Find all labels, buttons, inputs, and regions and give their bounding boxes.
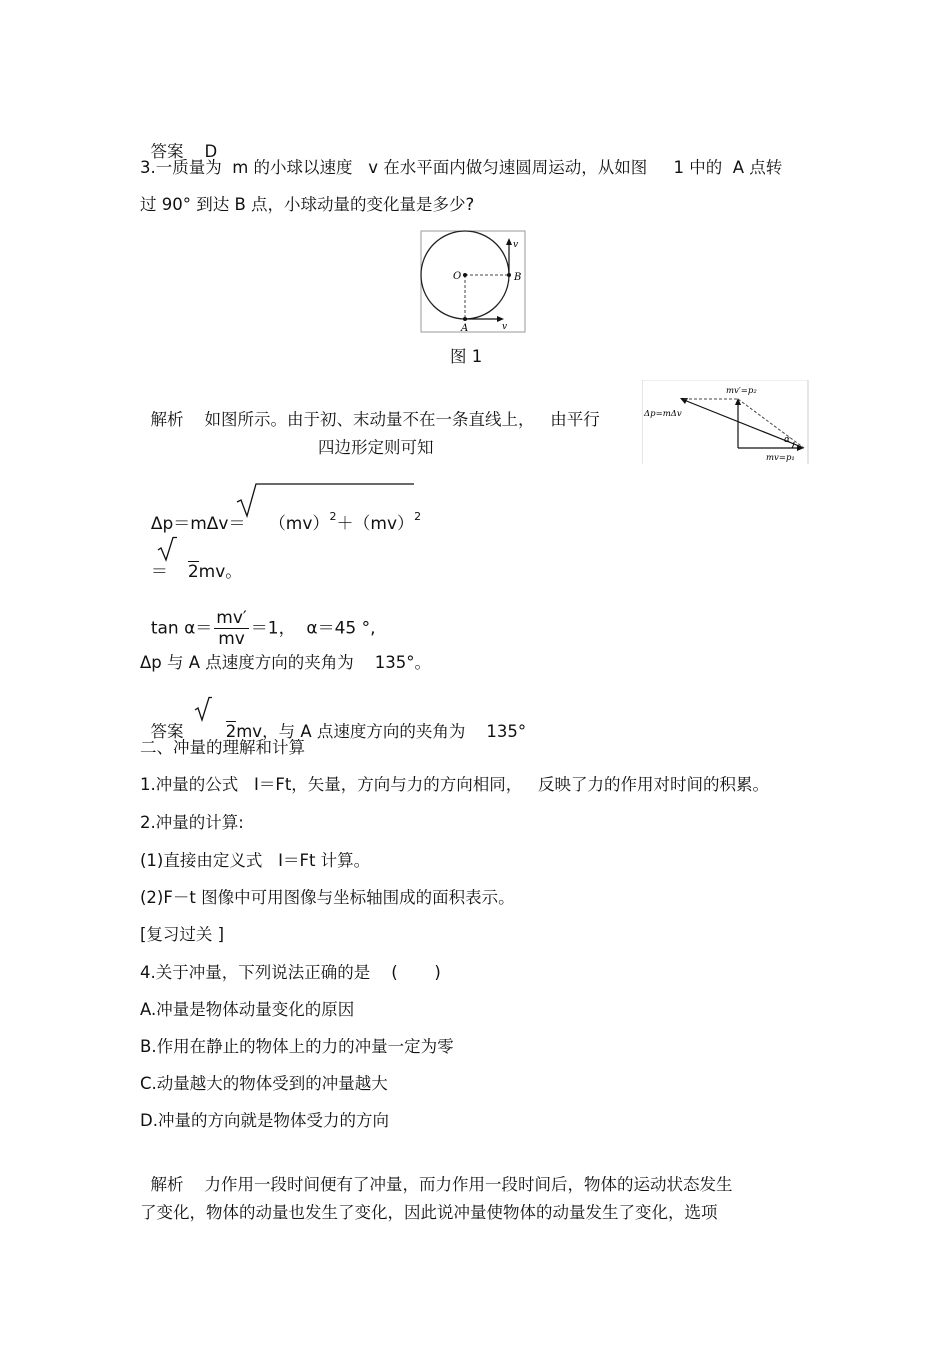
analysis-4-line-2: 了变化，物体的动量也发生了变化，因此说冲量使物体的动量发生了变化，选项	[140, 1203, 718, 1222]
option-d: D.冲量的方向就是物体受力的方向	[140, 1111, 389, 1130]
label-alpha: α	[784, 435, 791, 445]
equation-2-tail: mv。	[198, 562, 243, 582]
answer-3-text: mv，与 A 点速度方向的夹角为 135°	[236, 722, 527, 741]
analysis-4-line-1	[140, 1152, 732, 1196]
equation-1	[140, 491, 245, 535]
label-b: B	[514, 272, 522, 283]
label-v-bottom: v	[502, 322, 508, 332]
option-c: C.动量越大的物体受到的冲量越大	[140, 1074, 388, 1093]
section-2-p1: 1.冲量的公式 I＝Ft，矢量，方向与力的方向相同， 反映了力的作用对时间的积累。	[140, 775, 770, 794]
label-mv-prime: mv′=p₂	[726, 386, 757, 396]
label-v-top: v	[513, 240, 519, 250]
analysis-4-text-1: 力作用一段时间便有了冲量，而力作用一段时间后，物体的运动状态发生	[204, 1175, 733, 1194]
sqrt-symbol-2	[157, 536, 177, 562]
question-3-line-1: 3.一质量为 m 的小球以速度 v 在水平面内做匀速圆周运动，从如图 1 中的 A 点转	[140, 158, 783, 177]
question-3-line-2: 过 90° 到达 B 点，小球动量的变化量是多少?	[140, 195, 475, 214]
section-2-p3: (1)直接由定义式 I＝Ft 计算。	[140, 851, 371, 870]
fraction-numerator: mv′	[216, 608, 247, 628]
fraction-denominator: mv	[218, 629, 245, 649]
question-4-stem: 4.关于冲量，下列说法正确的是 ( )	[140, 963, 441, 982]
analysis-3-line-2: 四边形定则可知	[318, 438, 434, 457]
radicand-term-1: （mv）	[268, 514, 330, 534]
sqrt-symbol-3	[194, 696, 212, 722]
equation-4: Δp 与 A 点速度方向的夹角为 135°。	[140, 653, 432, 672]
equation-3-lhs: tan α＝	[150, 618, 213, 639]
figure-1-circle-diagram	[420, 230, 528, 334]
label-a: A	[461, 323, 469, 334]
exponent-1: 2	[329, 510, 337, 523]
equation-1-radicand	[258, 491, 421, 537]
answer-3-label: 答案	[150, 722, 184, 741]
equation-3-tail: ＝1， α＝45 °,	[250, 618, 376, 639]
section-2-title: 二、冲量的理解和计算	[140, 738, 305, 757]
label-delta-p: Δp=mΔv	[644, 409, 682, 419]
analysis-4-label: 解析	[150, 1175, 184, 1194]
equation-3	[140, 586, 376, 649]
option-a: A.冲量是物体动量变化的原因	[140, 1000, 355, 1019]
figure-2-vector-diagram	[642, 380, 810, 464]
answer-3-radicand: 2	[225, 722, 237, 741]
figure-1-caption: 图 1	[450, 347, 483, 366]
equation-1-lhs: Δp＝mΔv＝	[150, 514, 246, 534]
answer-label: 答案	[150, 142, 184, 161]
label-o: O	[453, 271, 462, 282]
answer-value: D	[204, 142, 218, 161]
analysis-3-line-1	[140, 387, 600, 431]
option-b: B.作用在静止的物体上的力的冲量一定为零	[140, 1037, 454, 1056]
equation-2-eq: ＝	[150, 562, 168, 582]
point-o	[463, 273, 467, 277]
equation-2-radicand: 2	[187, 562, 199, 582]
review-heading: [复习过关 ]	[140, 925, 225, 944]
fraction	[214, 608, 248, 649]
analysis-label: 解析	[150, 410, 184, 429]
label-mv: mv=p₁	[766, 453, 795, 463]
radicand-term-2: ＋（mv）	[336, 514, 415, 534]
section-2-p2: 2.冲量的计算:	[140, 813, 244, 832]
analysis-3-text-1: 如图所示。由于初、末动量不在一条直线上， 由平行	[204, 410, 600, 429]
section-2-p4: (2)F－t 图像中可用图像与坐标轴围成的面积表示。	[140, 888, 515, 907]
dashed-diagonal	[738, 399, 804, 448]
equation-2	[140, 539, 242, 583]
exponent-2: 2	[414, 510, 422, 523]
